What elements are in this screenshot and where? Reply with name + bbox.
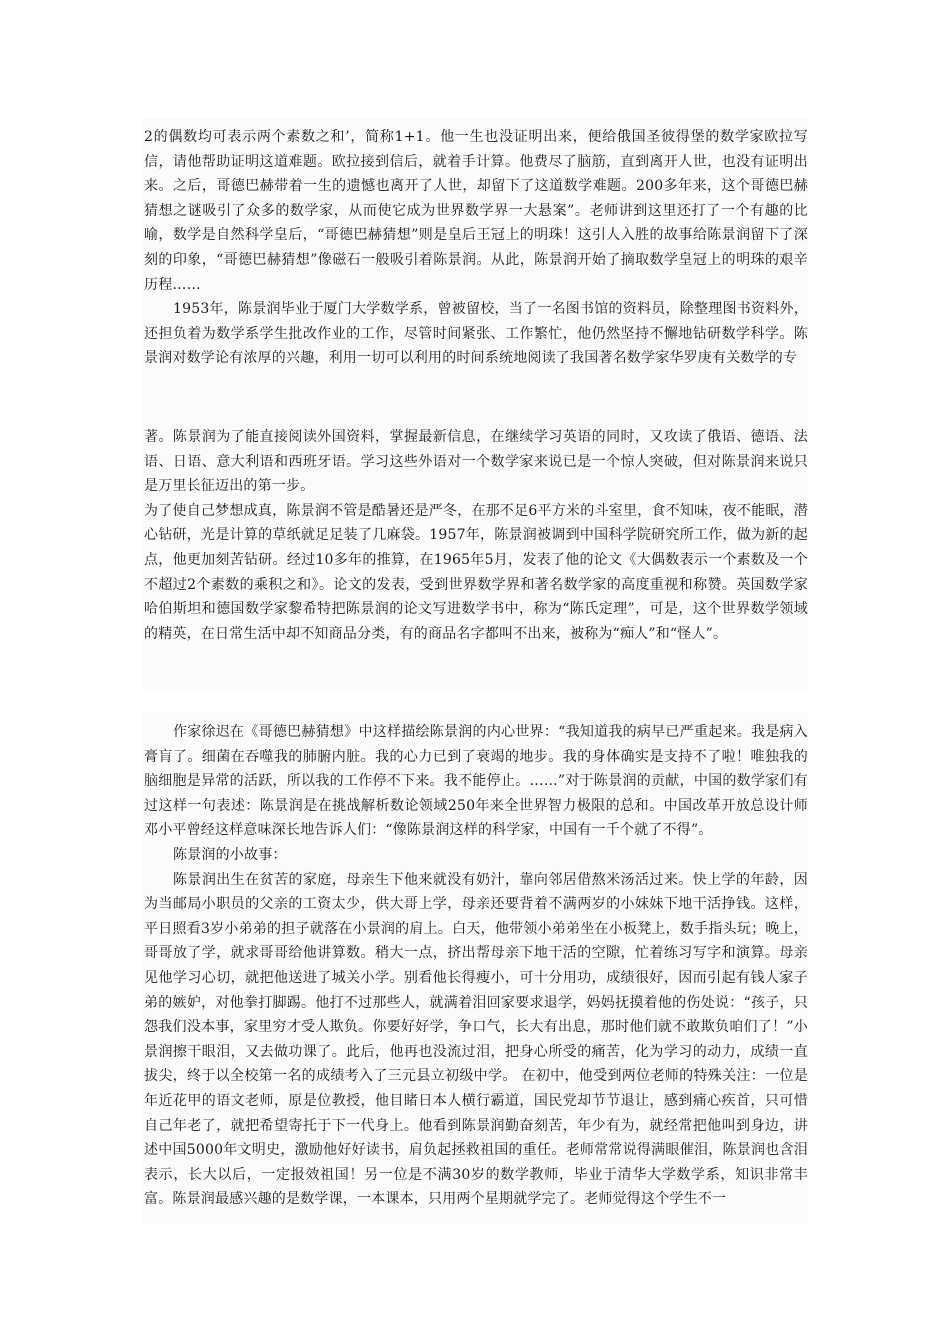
paragraph: 作家徐迟在《哥德巴赫猜想》中这样描绘陈景润的内心世界：“我知道我的病早已严重起来。我是病入膏肓了。细菌在吞噬我的肺腑内脏。我的心力已到了衰竭的地步。我的身体确实是支持不了啦！唯独我的脑细胞是异常的活跃，所以我的工作停不下来。我不能停止。……”对于陈景润的贡献，中国的数学家们有过这样一句表述：陈景润是在挑战解析数论领域250年来全世界智力极限的总和。中国改革开放总设计师邓小平曾经这样意味深长地告诉人们：“像陈景润这样的科学家，中国有一千个就了不得”。 <box>144 724 808 839</box>
paragraph: 为了使自己梦想成真，陈景润不管是酷暑还是严冬，在那不足6平方米的斗室里，食不知味，夜不能眠，潜心钻研，光是计算的草纸就足足装了几麻袋。1957年，陈景润被调到中国科学院研究所工作，做为新的起点，他更加刻苦钻研。经过10多年的推算，在1965年5月，发表了他的论文《大偶数表示一个素数及一个不超过2个素数的乘积之和》。论文的发表，受到世界数学界和著名数学家的高度重视和称赞。英国数学家哈伯斯坦和德国数学家黎希特把陈景润的论文写进数学书中，称为“陈氏定理”，可是，这个世界数学领域的精英，在日常生活中却不知商品分类，有的商品名字都叫不出来，被称为“痴人”和“怪人”。 <box>144 502 808 642</box>
paragraph: 2的偶数均可表示两个素数之和’，简称1+1。他一生也没证明出来，便给俄国圣彼得堡的数学家欧拉写信，请他帮助证明这道难题。欧拉接到信后，就着手计算。他费尽了脑筋，直到离开人世，也没有证明出来。之后，哥德巴赫带着一生的遗憾也离开了人世，却留下了这道数学难题。200多年来，这个哥德巴赫猜想之谜吸引了众多的数学家，从而使它成为世界数学界一大悬案”。老师讲到这里还打了一个有趣的比喻，数学是自然科学皇后，“哥德巴赫猜想”则是皇后王冠上的明珠！这引人入胜的故事给陈景润留下了深刻的印象，“哥德巴赫猜想”像磁石一般吸引着陈景润。从此，陈景润开始了摘取数学皇冠上的明珠的艰辛历程…… <box>144 129 808 293</box>
paragraph: 陈景润出生在贫苦的家庭，母亲生下他来就没有奶汁，靠向邻居借熬米汤活过来。快上学的年龄，因为当邮局小职员的父亲的工资太少，供大哥上学，母亲还要背着不满两岁的小妹妹下地干活挣钱。这样，平日照看3岁小弟弟的担子就落在小景润的肩上。白天，他带领小弟弟坐在小板凳上，数手指头玩；晚上，哥哥放了学，就求哥哥给他讲算数。稍大一点，挤出帮母亲下地干活的空隙，忙着练习写字和演算。母亲见他学习心切，就把他送进了城关小学。别看他长得瘦小，可十分用功，成绩很好，因而引起有钱人家子弟的嫉妒，对他拳打脚踢。他打不过那些人，就满着泪回家要求退学，妈妈抚摸着他的伤处说：“孩子，只怨我们没本事，家里穷才受人欺负。你要好好学，争口气，长大有出息，那时他们就不敢欺负咱们了！”小景润擦干眼泪，又去做功课了。此后，他再也没流过泪，把身心所受的痛苦，化为学习的动力，成绩一直拔尖，终于以全校第一名的成绩考入了三元县立初级中学。 在初中，他受到两位老师的特殊关注：一位是年近花甲的语文老师，原是位教授，他目睹日本人横行霸道，国民党却节节退让，感到痛心疾首，只可惜自己年老了，就把希望寄托于下一代身上。他看到陈景润勤奋刻苦，年少有为，就经常把他叫到身边，讲述中国5000年文明史，激励他好好读书，肩负起拯救祖国的重任。老师常常说得满眼催泪，陈景润也含泪表示，长大以后，一定报效祖国！另一位是不满30岁的数学教师，毕业于清华大学数学系，知识非常丰富。陈景润最感兴趣的是数学课，一本课本，只用两个星期就学完了。老师觉得这个学生不一 <box>144 871 808 1208</box>
text-block-2 <box>144 425 808 646</box>
paragraph: 1953年，陈景润毕业于厦门大学数学系，曾被留校，当了一名图书馆的资料员，除整理图书资料外，还担负着为数学系学生批改作业的工作，尽管时间紧张、工作繁忙，他仍然坚持不懈地钻研数学科学。陈景润对数学论有浓厚的兴趣，利用一切可以利用的时间系统地阅读了我国著名数学家华罗庚有关数学的专 <box>144 301 808 367</box>
section-heading: 陈景润的小故事： <box>173 846 287 863</box>
text-block-3 <box>144 720 808 1212</box>
paragraph: 著。陈景润为了能直接阅读外国资料，掌握最新信息，在继续学习英语的同时，又攻读了俄语、德语、法语、日语、意大利语和西班牙语。学习这些外语对一个数学家来说已是一个惊人突破，但对陈景润来说只是万里长征迈出的第一步。 <box>144 429 808 495</box>
text-block-1 <box>144 125 808 371</box>
